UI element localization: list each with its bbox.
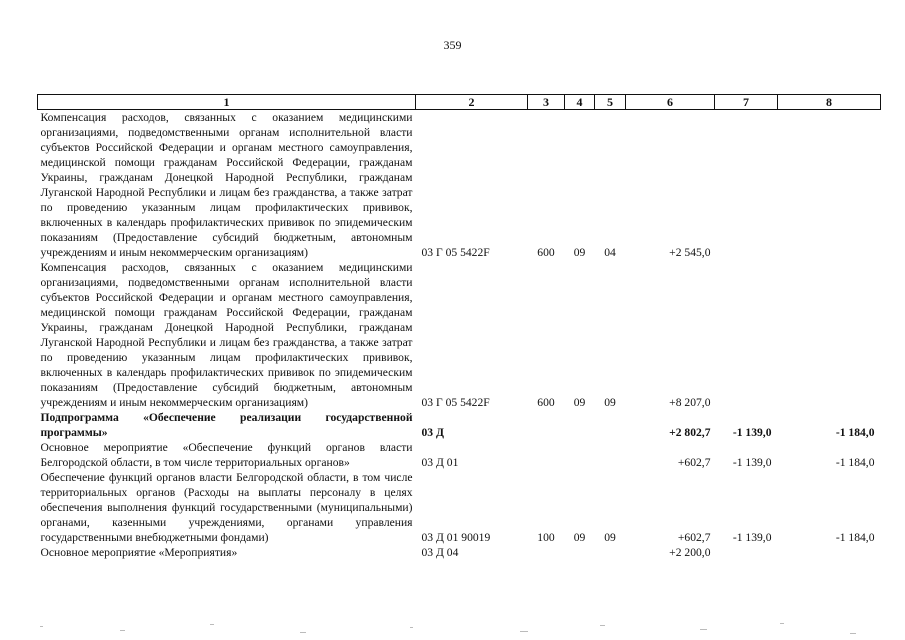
- row-vr: [528, 410, 565, 440]
- row-code: 03 Г 05 5422F: [421, 396, 490, 409]
- row-amount-3: -1 184,0: [835, 426, 875, 439]
- row-rz: 09: [573, 531, 586, 544]
- row-amount-1: +2 545,0: [669, 246, 711, 259]
- row-pr: 04: [604, 246, 616, 259]
- row-vr: 600: [537, 246, 555, 259]
- row-amount-3: [778, 110, 881, 261]
- column-header: 1: [38, 95, 416, 110]
- scan-noise: [0, 612, 905, 640]
- row-pr: 09: [604, 396, 616, 409]
- table-row: [38, 110, 881, 261]
- row-name: Компенсация расходов, связанных с оказанием медицинскими организациями, подведомственными органам исполнительной власти субъектов Российской Федерации и органам местного самоуправления, медицинской помощи гражданам Российской Федерации, гражданам Украины, гражданам Донецкой Народной Республики, гражданам Луганской Народной Республики и лицам без гражданства, а также затрат по проведению указанным лицам профилактических прививок, включенных в календарь профилактических прививок по эпидемическим показаниям (Предоставление субсидий бюджетным, автономным учреждениям и иным некоммерческим организациям): [40, 111, 413, 259]
- row-amount-2: [715, 545, 778, 560]
- row-pr: [595, 440, 626, 470]
- row-amount-2: -1 139,0: [732, 426, 772, 439]
- row-name: Основное мероприятие «Обеспечение функций органов власти Белгородской области, в том числе территориальных органов»: [40, 441, 413, 469]
- row-amount-2: -1 139,0: [732, 531, 772, 544]
- row-rz: [565, 410, 595, 440]
- row-rz: 09: [573, 246, 586, 259]
- row-name: Обеспечение функций органов власти Белгородской области, в том числе территориальных органов (Расходы на выплаты персоналу в целях обеспечения выполнения функций государственными (муниципальными) органами, казенными учреждениями, органами управления государственными внебюджетными фондами): [40, 471, 413, 544]
- column-header: 6: [626, 95, 715, 110]
- table-row: [38, 470, 881, 545]
- row-rz: [565, 440, 595, 470]
- row-vr: [528, 545, 565, 560]
- column-header: 2: [416, 95, 528, 110]
- row-amount-1: +602,7: [677, 456, 711, 469]
- row-code: 03 Д 04: [421, 546, 459, 559]
- row-name: Компенсация расходов, связанных с оказанием медицинскими организациями, подведомственными органам исполнительной власти субъектов Российской Федерации и органам местного самоуправления, медицинской помощи гражданам Российской Федерации, гражданам Украины, гражданам Донецкой Народной Республики, гражданам Луганской Народной Республики и лицам без гражданства, а также затрат по проведению указанным лицам профилактических прививок, включенных в календарь профилактических прививок по эпидемическим показаниям (Предоставление субсидий бюджетным, автономным учреждениям и иным некоммерческим организациям): [40, 261, 413, 409]
- row-amount-2: -1 139,0: [732, 456, 772, 469]
- row-amount-1: +8 207,0: [669, 396, 711, 409]
- row-amount-3: -1 184,0: [835, 456, 875, 469]
- table-row: [38, 410, 881, 440]
- page-number: 359: [443, 38, 462, 52]
- row-code: 03 Г 05 5422F: [421, 246, 490, 259]
- row-amount-3: [778, 260, 881, 410]
- row-rz: 09: [573, 396, 586, 409]
- row-rz: [565, 545, 595, 560]
- column-header: 5: [595, 95, 626, 110]
- row-name: Основное мероприятие «Мероприятия»: [40, 546, 238, 559]
- row-vr: 100: [537, 531, 555, 544]
- budget-table: [37, 94, 881, 560]
- row-pr: [595, 410, 626, 440]
- table-row: [38, 545, 881, 560]
- column-header: 7: [715, 95, 778, 110]
- row-amount-3: -1 184,0: [835, 531, 875, 544]
- row-name: Подпрограмма «Обеспечение реализации государственной программы»: [40, 411, 413, 439]
- row-vr: [528, 440, 565, 470]
- row-pr: 09: [604, 531, 616, 544]
- column-header: 4: [565, 95, 595, 110]
- row-code: 03 Д: [421, 426, 444, 439]
- row-pr: [595, 545, 626, 560]
- row-amount-2: [715, 110, 778, 261]
- column-header: 3: [528, 95, 565, 110]
- row-amount-1: +2 802,7: [669, 426, 711, 439]
- row-amount-1: +2 200,0: [669, 546, 711, 559]
- table-header-row: [38, 95, 881, 110]
- row-code: 03 Д 01 90019: [421, 531, 491, 544]
- row-amount-1: +602,7: [677, 531, 711, 544]
- column-header: 8: [778, 95, 881, 110]
- row-vr: 600: [537, 396, 555, 409]
- row-amount-3: [778, 545, 881, 560]
- row-code: 03 Д 01: [421, 456, 459, 469]
- row-amount-2: [715, 260, 778, 410]
- table-row: [38, 440, 881, 470]
- table-row: [38, 260, 881, 410]
